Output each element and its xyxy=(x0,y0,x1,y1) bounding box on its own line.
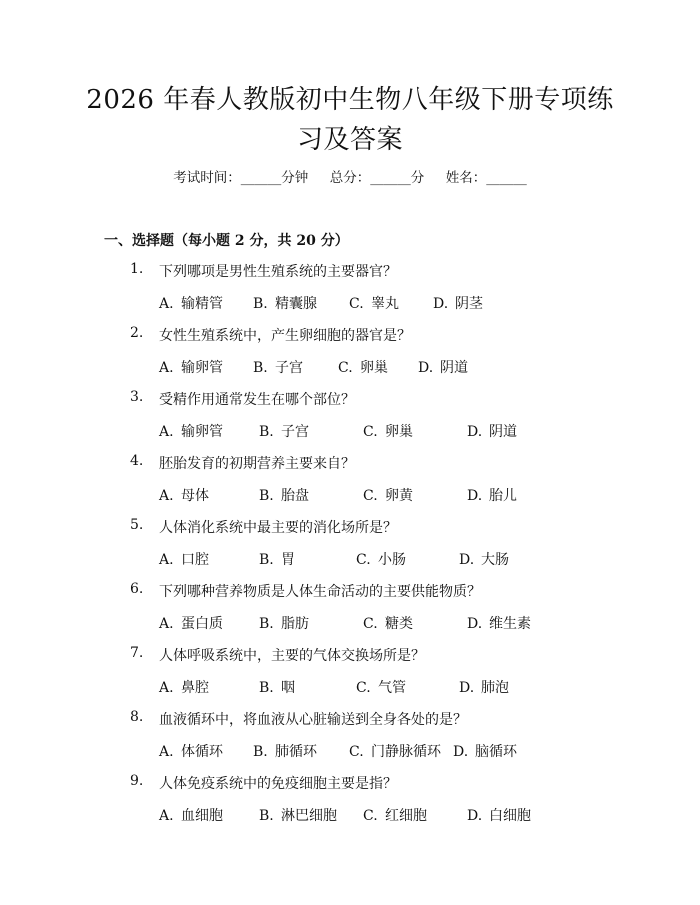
option-letter: D. xyxy=(459,680,475,696)
option-text: 肺循环 xyxy=(275,744,317,760)
answer-option xyxy=(467,805,531,825)
answer-option xyxy=(459,677,509,697)
option-text: 咽 xyxy=(281,680,295,696)
option-letter: B. xyxy=(259,808,274,824)
question-number: 3. xyxy=(130,389,144,405)
option-text: 淋巴细胞 xyxy=(281,808,337,824)
option-text: 体循环 xyxy=(181,744,223,760)
option-letter: D. xyxy=(467,424,483,440)
option-letter: D. xyxy=(467,488,483,504)
option-letter: C. xyxy=(363,616,378,632)
question-number: 8. xyxy=(130,709,144,725)
option-letter: B. xyxy=(253,296,268,312)
question-text: 受精作用通常发生在哪个部位？ xyxy=(159,392,355,408)
question-text: 人体消化系统中最主要的消化场所是？ xyxy=(159,520,397,536)
option-text: 红细胞 xyxy=(385,808,427,824)
option-letter: A. xyxy=(159,488,174,504)
option-text: 脂肪 xyxy=(281,616,309,632)
answer-option xyxy=(467,613,531,633)
question-number: 2. xyxy=(130,325,144,341)
option-letter: B. xyxy=(259,680,274,696)
question-number: 5. xyxy=(130,517,144,533)
option-letter: C. xyxy=(349,744,364,760)
option-text: 门静脉循环 xyxy=(371,744,441,760)
option-letter: B. xyxy=(259,552,274,568)
option-letter: D. xyxy=(467,808,483,824)
option-text: 输卵管 xyxy=(181,424,223,440)
option-letter: C. xyxy=(356,552,371,568)
question-text: 血液循环中，将血液从心脏输送到全身各处的是？ xyxy=(159,712,467,728)
answer-option xyxy=(253,293,317,313)
option-letter: C. xyxy=(363,488,378,504)
option-text: 输精管 xyxy=(181,296,223,312)
option-letter: A. xyxy=(159,424,174,440)
option-text: 精囊腺 xyxy=(275,296,317,312)
option-text: 子宫 xyxy=(275,360,303,376)
option-letter: A. xyxy=(159,296,174,312)
title-line-2: 习及答案 xyxy=(296,125,403,155)
option-text: 维生素 xyxy=(489,616,531,632)
option-text: 血细胞 xyxy=(181,808,223,824)
question-text: 人体免疫系统中的免疫细胞主要是指？ xyxy=(159,776,397,792)
answer-option xyxy=(159,357,223,377)
option-letter: D. xyxy=(453,744,469,760)
option-letter: B. xyxy=(259,488,274,504)
document-title xyxy=(60,80,640,160)
answer-option xyxy=(159,677,209,697)
answer-option xyxy=(349,293,399,313)
answer-option xyxy=(418,357,468,377)
option-letter: A. xyxy=(159,808,174,824)
question-number: 7. xyxy=(130,645,144,661)
answer-option xyxy=(356,677,406,697)
option-text: 小肠 xyxy=(378,552,406,568)
answer-option xyxy=(259,421,309,441)
title-line-1: 2026 年春人教版初中生物八年级下册专项练 xyxy=(86,85,614,115)
answer-option xyxy=(363,805,427,825)
option-letter: D. xyxy=(467,616,483,632)
answer-option xyxy=(433,293,483,313)
question-number: 9. xyxy=(130,773,144,789)
section-heading-choice: 一、选择题（每小题 2 分，共 20 分） xyxy=(104,233,349,249)
answer-option xyxy=(363,613,413,633)
exam-meta-line: 考试时间：______分钟 总分：______分 姓名：______ xyxy=(173,170,527,186)
option-letter: B. xyxy=(259,424,274,440)
option-letter: D. xyxy=(433,296,449,312)
option-text: 卵巢 xyxy=(360,360,388,376)
option-text: 口腔 xyxy=(181,552,209,568)
answer-option xyxy=(356,549,406,569)
option-letter: A. xyxy=(159,552,174,568)
answer-option xyxy=(459,549,509,569)
option-text: 睾丸 xyxy=(371,296,399,312)
question-text: 下列哪种营养物质是人体生命活动的主要供能物质？ xyxy=(159,584,481,600)
option-letter: A. xyxy=(159,744,174,760)
option-text: 脑循环 xyxy=(475,744,517,760)
option-letter: C. xyxy=(338,360,353,376)
answer-option xyxy=(259,485,309,505)
option-letter: A. xyxy=(159,680,174,696)
answer-option xyxy=(159,805,223,825)
option-text: 胃 xyxy=(281,552,295,568)
option-text: 卵黄 xyxy=(385,488,413,504)
answer-option xyxy=(253,357,303,377)
answer-option xyxy=(253,741,317,761)
answer-option xyxy=(259,805,337,825)
option-text: 子宫 xyxy=(281,424,309,440)
answer-option xyxy=(338,357,388,377)
option-text: 卵巢 xyxy=(385,424,413,440)
answer-option xyxy=(363,421,413,441)
option-letter: B. xyxy=(259,616,274,632)
answer-option xyxy=(259,613,309,633)
option-text: 糖类 xyxy=(385,616,413,632)
option-letter: A. xyxy=(159,360,174,376)
option-letter: C. xyxy=(356,680,371,696)
option-text: 阴茎 xyxy=(455,296,483,312)
option-text: 胎儿 xyxy=(489,488,517,504)
question-number: 4. xyxy=(130,453,144,469)
question-text: 女性生殖系统中，产生卵细胞的器官是？ xyxy=(159,328,411,344)
answer-option xyxy=(259,677,295,697)
option-letter: D. xyxy=(418,360,434,376)
question-text: 胚胎发育的初期营养主要来自？ xyxy=(159,456,355,472)
option-letter: A. xyxy=(159,616,174,632)
answer-option xyxy=(349,741,441,761)
answer-option xyxy=(159,421,223,441)
option-letter: D. xyxy=(459,552,475,568)
answer-option xyxy=(159,741,223,761)
option-text: 输卵管 xyxy=(181,360,223,376)
answer-option xyxy=(363,485,413,505)
option-letter: B. xyxy=(253,360,268,376)
question-text: 下列哪项是男性生殖系统的主要器官？ xyxy=(159,264,397,280)
answer-option xyxy=(159,549,209,569)
question-number: 6. xyxy=(130,581,144,597)
option-text: 母体 xyxy=(181,488,209,504)
option-letter: C. xyxy=(349,296,364,312)
option-text: 鼻腔 xyxy=(181,680,209,696)
question-number: 1. xyxy=(130,261,144,277)
option-text: 气管 xyxy=(378,680,406,696)
option-text: 肺泡 xyxy=(481,680,509,696)
option-text: 白细胞 xyxy=(489,808,531,824)
option-text: 阴道 xyxy=(440,360,468,376)
option-letter: C. xyxy=(363,424,378,440)
answer-option xyxy=(159,293,223,313)
answer-option xyxy=(159,485,209,505)
answer-option xyxy=(259,549,295,569)
answer-option xyxy=(159,613,223,633)
option-letter: B. xyxy=(253,744,268,760)
option-letter: C. xyxy=(363,808,378,824)
option-text: 胎盘 xyxy=(281,488,309,504)
answer-option xyxy=(467,421,517,441)
question-text: 人体呼吸系统中，主要的气体交换场所是？ xyxy=(159,648,425,664)
option-text: 大肠 xyxy=(481,552,509,568)
answer-option xyxy=(467,485,517,505)
option-text: 蛋白质 xyxy=(181,616,223,632)
answer-option xyxy=(453,741,517,761)
option-text: 阴道 xyxy=(489,424,517,440)
